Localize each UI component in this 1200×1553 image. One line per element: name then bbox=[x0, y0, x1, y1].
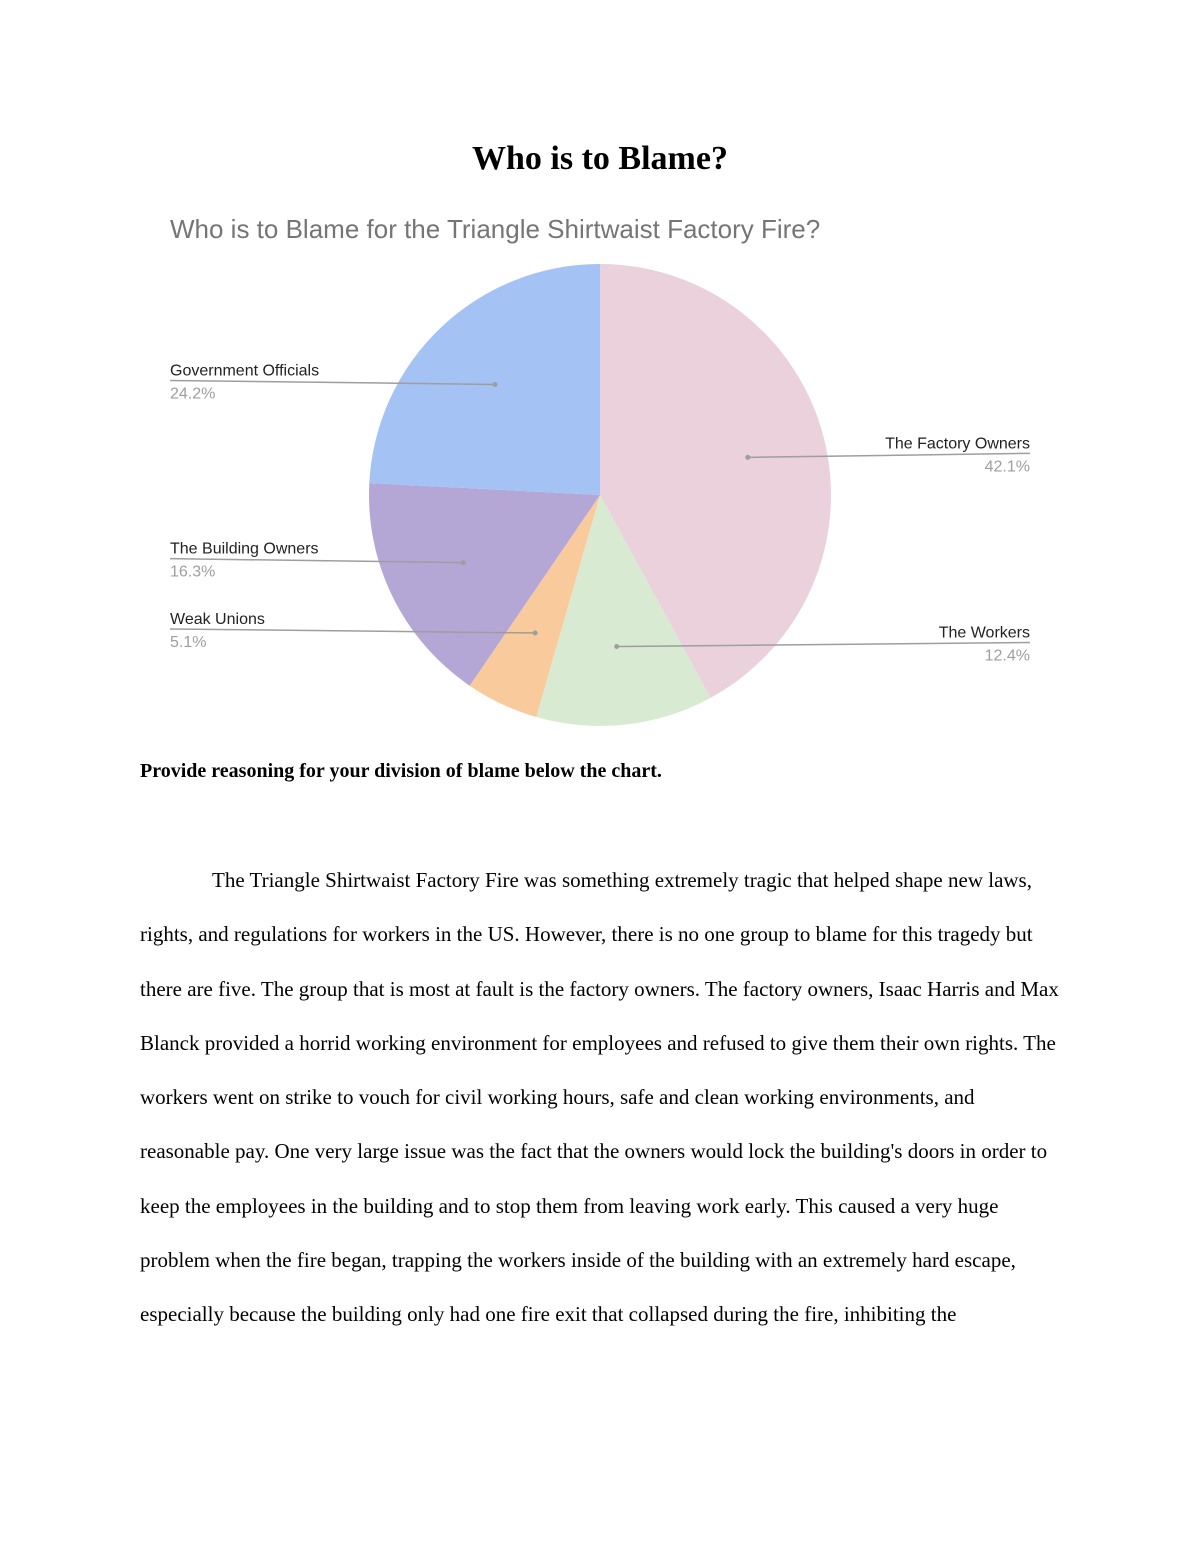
slice-percent-the-building-owners: 16.3% bbox=[170, 563, 216, 581]
slice-percent-weak-unions: 5.1% bbox=[170, 633, 207, 651]
chart-title: Who is to Blame for the Triangle Shirtwaist Factory Fire? bbox=[170, 214, 821, 244]
slice-label-the-factory-owners: The Factory Owners bbox=[885, 435, 1030, 453]
pie-chart bbox=[0, 200, 1200, 740]
essay-paragraph: The Triangle Shirtwaist Factory Fire was something extremely tragic that helped shape new laws, rights, and regulations for workers in the US. However, there is no one group to blame for this tragedy but there are five. The group that is most at fault is the factory owners. The factory owners, Isaac Harris and Max Blanck provided a horrid working environment for employees and refused to give them their own rights. The workers went on strike to vouch for civil working hours, safe and clean working environments, and reasonable pay. One very large issue was the fact that the owners would lock the building's doors in order to keep the employees in the building and to stop them from leaving work early. This caused a very huge problem when the fire began, trapping the workers inside of the building with an extremely hard escape, especially because the building only had one fire exit that collapsed during the fire, inhibiting the bbox=[140, 868, 1059, 1327]
slice-label-weak-unions: Weak Unions bbox=[170, 610, 265, 628]
pie-slice-government-officials bbox=[369, 264, 600, 495]
slice-label-government-officials: Government Officials bbox=[170, 362, 320, 380]
slice-percent-the-factory-owners: 42.1% bbox=[984, 458, 1030, 476]
pie-chart-svg bbox=[0, 200, 1200, 740]
slice-label-the-workers: The Workers bbox=[938, 624, 1030, 642]
slice-percent-government-officials: 24.2% bbox=[170, 385, 216, 403]
slice-label-the-building-owners: The Building Owners bbox=[170, 540, 319, 558]
document-title: Who is to Blame? bbox=[472, 140, 728, 177]
slice-percent-the-workers: 12.4% bbox=[984, 647, 1030, 665]
reasoning-prompt: Provide reasoning for your division of blame below the chart. bbox=[140, 760, 662, 782]
